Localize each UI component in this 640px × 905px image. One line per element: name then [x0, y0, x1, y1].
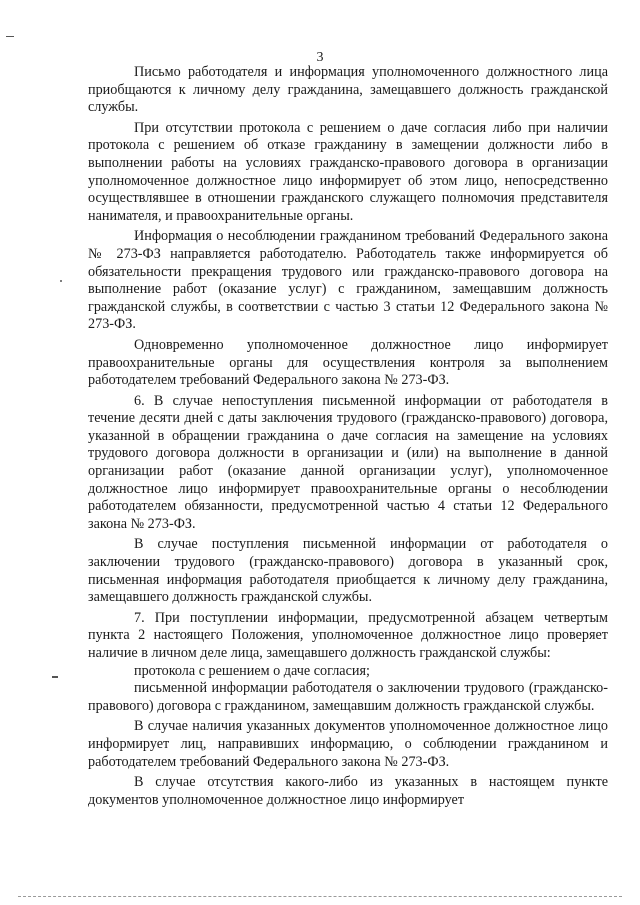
paragraph-item-7: 7. При поступлении информации, предусмотренной абзацем четвертым пункта 2 настоящего Положения, уполномоченное должностное лицо проверяет наличие в личном деле лица, замещавшего должность гражданской службы: — [88, 609, 608, 661]
paragraph: Письмо работодателя и информация уполномоченного должностного лица приобщаются к личному делу гражданина, замещавшего должность гражданской службы. — [88, 64, 608, 116]
paragraph: В случае поступления письменной информации от работодателя о заключении трудового (гражданско-правового) договора в указанный срок, письменная информация работодателя приобщается к личному делу гражданина, замещавшего должность гражданской службы. — [88, 536, 608, 606]
paragraph: Информация о несоблюдении гражданином требований Федерального закона № 273-ФЗ направляется работодателю. Работодатель также информируется об обязательности прекращения трудового или гражданско-правового договора на выполнение работ (оказание услуг) с гражданином, замещавшим должность гражданской службы, в соответствии с частью 3 статьи 12 Федерального закона № 273-ФЗ. — [88, 228, 608, 333]
page-number: 3 — [316, 50, 324, 65]
scan-margin-mark — [52, 676, 58, 678]
paragraph: Одновременно уполномоченное должностное лицо информирует правоохранительные органы для осуществления контроля за выполнением работодателем требований Федерального закона № 273-ФЗ. — [88, 336, 608, 389]
paragraph: В случае наличия указанных документов уполномоченное должностное лицо информирует лиц, направивших информацию, о соблюдении гражданином и работодателем требований Федерального закона № 273-ФЗ. — [88, 718, 608, 770]
list-item: письменной информации работодателя о заключении трудового (гражданско-правового) договора с гражданином, замещавшим должность гражданской службы. — [88, 680, 608, 714]
paragraph-item-6: 6. В случае непоступления письменной информации от работодателя в течение десяти дней с даты заключения трудового (гражданско-правового) договора, указанной в обращении гражданина о даче согласия на замещение на условиях трудового договора должности в организации и (или) на выполнение в данной организации работ (оказание данной организации услуг), уполномоченное должностное лицо информирует правоохранительные органы о несоблюдении работодателем обязанности, предусмотренной частью 4 статьи 12 Федерального закона № 273-ФЗ. — [88, 392, 608, 532]
scan-margin-mark — [6, 36, 14, 37]
document-body — [88, 64, 608, 809]
scan-margin-dot — [60, 280, 62, 282]
list-item: протокола с решением о даче согласия; — [134, 662, 370, 679]
scan-bottom-edge — [18, 896, 622, 897]
paragraph: При отсутствии протокола с решением о даче согласия либо при наличии протокола с решением об отказе гражданину в замещении должности либо в выполнении работы на условиях гражданско-правового договора в организации уполномоченное должностное лицо информирует об этом лицо, непосредственно осуществлявшее в отношении гражданского служащего полномочия представителя нанимателя, и правоохранительные органы. — [88, 119, 608, 224]
paragraph: В случае отсутствия какого-либо из указанных в настоящем пункте документов уполномоченное должностное лицо информирует — [88, 774, 608, 808]
